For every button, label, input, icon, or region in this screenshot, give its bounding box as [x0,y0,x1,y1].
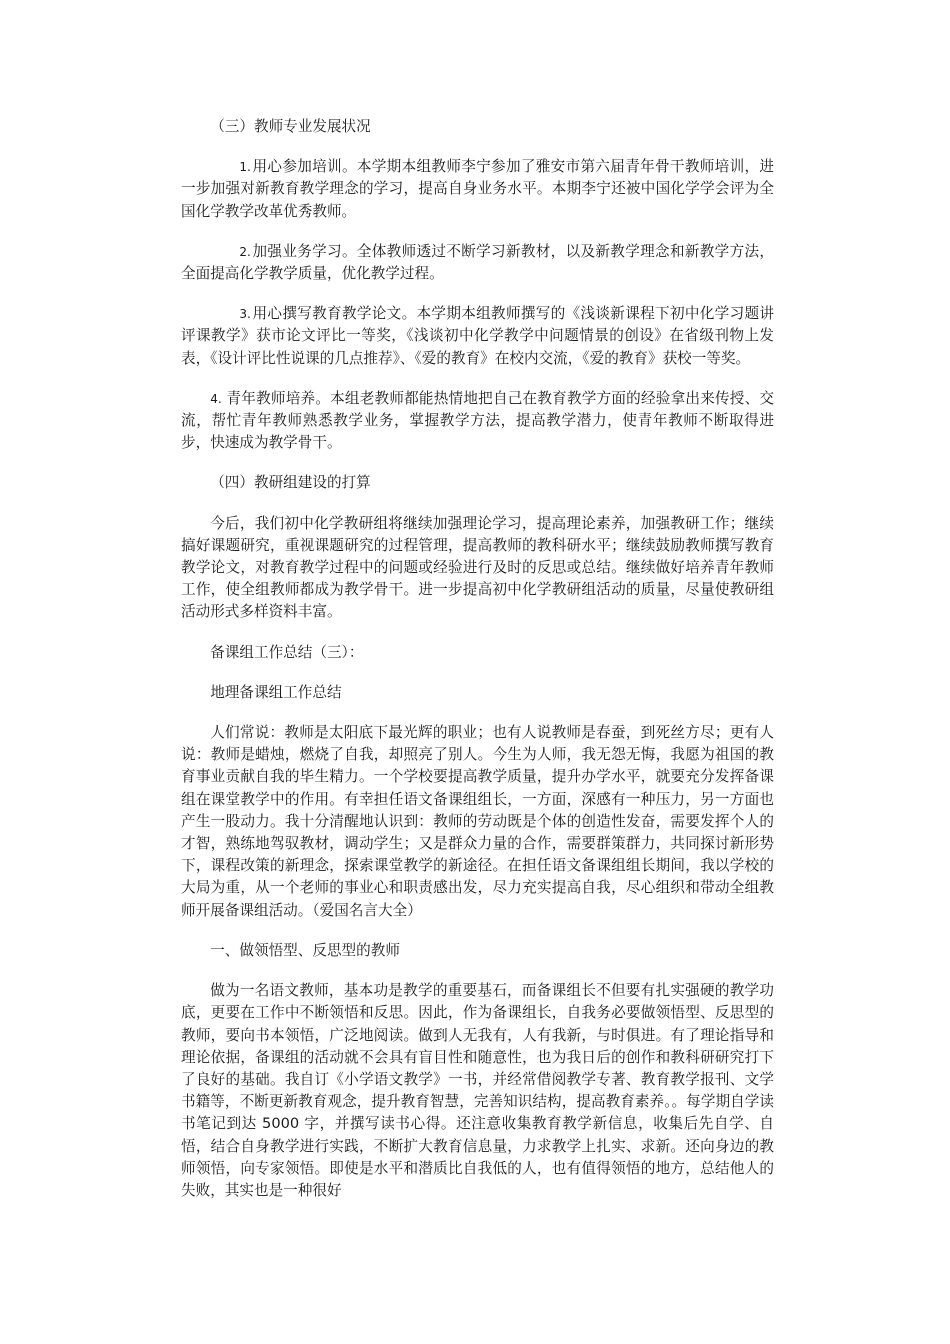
list-number: 1. [239,160,251,175]
list-number: 2. [239,244,251,259]
section-heading-3: （三）教师专业发展状况 [210,118,371,135]
intro-paragraph: 人们常说：教师是太阳底下最光辉的职业；也有人说教师是春蚕，到死丝方尽；更有人说：教师是蜡烛，燃烧了自我，却照亮了别人。今生为人师，我无怨无悔，我愿为祖国的教育事业贡献自我的毕生精力。一个学校要提高教学质量，提升办学水平，就要充分发挥备课组在课堂教学中的作用。有幸担任语文备课组组长，一方面，深感有一种压力，另一方面也产生一股动力。我十分清醒地认识到：教师的劳动既是个体的创造性发奋，需要发挥个人的才智，熟练地驾驭教材，调动学生；又是群众力量的合作，需要群策群力，共同探讨新形势下，课程改策的新理念，探索课堂教学的新途径。在担任语文备课组组长期间，我以学校的大局为重，从一个老师的事业心和职责感出发，尽力充实提高自我，尽心组织和带动全组教师开展备课组活动。（爱国名言大全） [181,724,774,919]
list-item-4 [181,388,774,455]
list-item-text: 用心参加培训。本学期本组教师李宁参加了雅安市第六届青年骨干教师培训，进一步加强对新教育教学理念的学习，提高自身业务水平。本期李宁还被中国化学学会评为全国化学教学改革优秀教师。 [181,158,774,220]
list-number: 3. [239,307,251,322]
document-page [181,116,774,1202]
list-item-text: 青年教师培养。本组老教师都能热情地把自己在教育教学方面的经验拿出来传授、交流，帮忙青年教师熟悉教学业务，掌握教学方法，提高教学潜力，使青年教师不断取得进步，快速成为教学骨干。 [181,389,774,452]
part-1-heading: 一、做领悟型、反思型的教师 [210,941,400,959]
list-item-2 [181,241,774,285]
list-item-1 [181,156,774,223]
list-item-3 [181,303,774,370]
list-item-text: 用心撰写教育教学论文。本学期本组教师撰写的《浅谈新课程下初中化学习题讲评课教学》获市论文评比一等奖，《浅谈初中化学教学中问题情景的创设》在省级刊物上发表，《设计评比性说课的几点推荐》、《爱的教育》在校内交流，《爱的教育》获校一等奖。 [181,305,774,367]
part-1-body: 做为一名语文教师，基本功是教学的重要基石，而备课组长不但要有扎实强硬的教学功底，更要在工作中不断领悟和反思。因此，作为备课组长，自我务必要做领悟型、反思型的教师，要向书本领悟，广泛地阅读。做到人无我有，人有我新，与时俱进。有了理论指导和理论依据，备课组的活动就不会具有盲目性和随意性，也为我日后的创作和教科研研究打下了良好的基础。我自订《小学语文教学》一书，并经常借阅教学专著、教育教学报刊、文学书籍等，不断更新教育观念，提升教育智慧，完善知识结构，提高教育素养。。每学期自学读书笔记到达 5000 字，并撰写读书心得。还注意收集教育教学新信息，收集后先自学、自悟，结合自身教学进行实践，不断扩大教育信息量，力求教学上扎实、求新。还向身边的教师领悟，向专家领悟。即使是水平和潜质比自我低的人，也有值得领悟的地方，总结他人的失败，其实也是一种很好 [181,982,774,1199]
section-4-body: 今后，我们初中化学教研组将继续加强理论学习，提高理论素养，加强教研工作；继续搞好课题研究，重视课题研究的过程管理，提高教师的教科研水平；继续鼓励教师撰写教育教学论文，对教育教学过程中的问题或经验进行及时的反思或总结。继续做好培养青年教师工作，使全组教师都成为教学骨干。进一步提高初中化学教研组活动的质量，尽量使教研组活动形式多样资料丰富。 [181,514,774,621]
list-number: 4. [210,391,222,406]
list-item-text: 加强业务学习。全体教师透过不断学习新教材，以及新教学理念和新教学方法，全面提高化学教学质量，优化教学过程。 [181,242,774,283]
summary-subtitle: 地理备课组工作总结 [210,683,342,701]
summary-title: 备课组工作总结（三）： [210,643,364,661]
section-heading-4: （四）教研组建设的打算 [210,474,371,492]
